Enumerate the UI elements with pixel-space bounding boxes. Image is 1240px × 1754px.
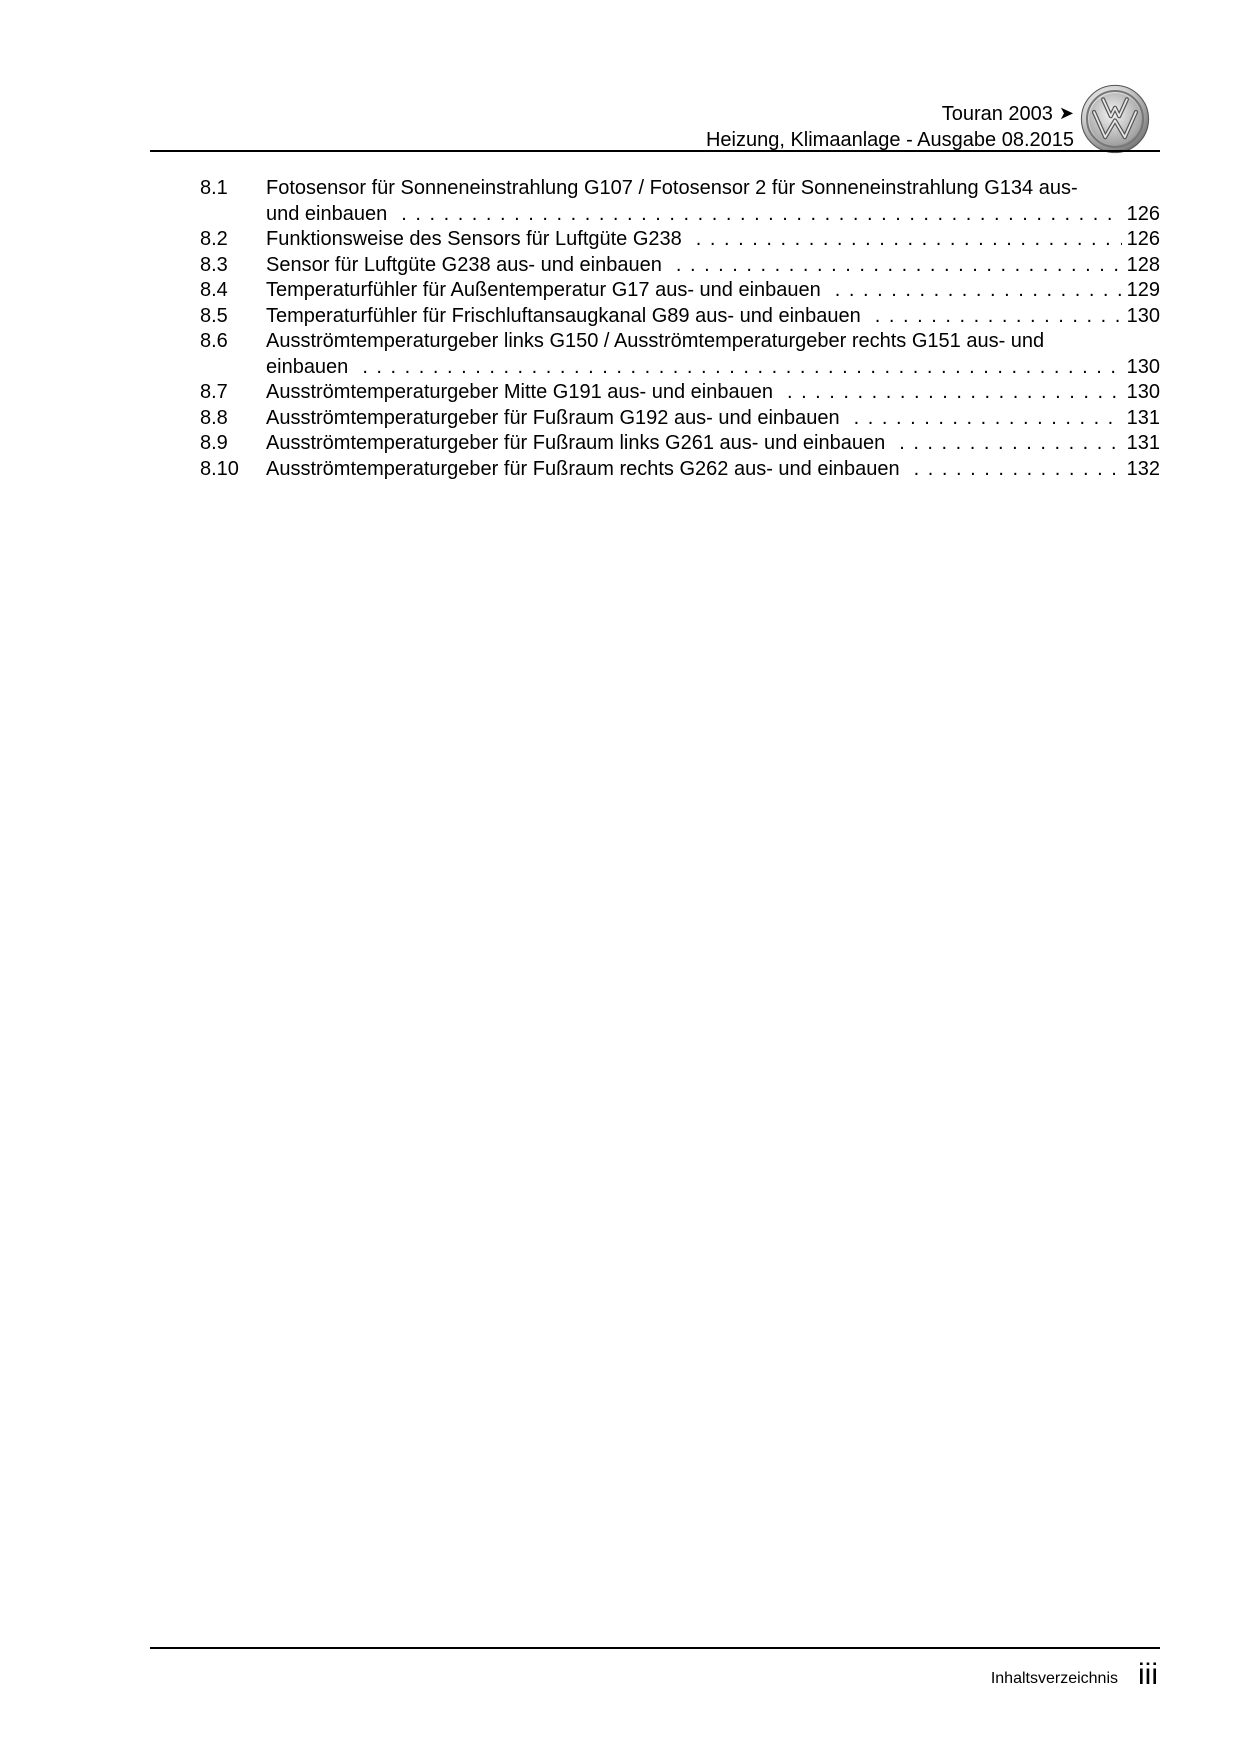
toc-entry-title: Temperaturfühler für Außentemperatur G17 aus- und einbauen (266, 279, 821, 301)
toc-dot-leader (885, 431, 1122, 457)
toc-entry-title: Fotosensor für Sonneneinstrahlung G107 / Fotosensor 2 für Sonneneinstrahlung G134 aus- (266, 177, 1078, 199)
header-divider (150, 150, 1160, 152)
toc-entry-title: Funktionsweise des Sensors für Luftgüte G238 (266, 228, 682, 250)
toc-entry-number: 8.2 (200, 228, 228, 250)
toc-entry-number: 8.9 (200, 432, 228, 454)
toc-entry[interactable] (200, 457, 1160, 483)
toc-entry[interactable] (200, 329, 1160, 380)
toc-entry-number: 8.1 (200, 177, 228, 199)
toc-entry-page: 126 (1126, 228, 1160, 250)
toc-entry[interactable] (200, 278, 1160, 304)
arrow-right-icon: ➤ (1058, 103, 1074, 123)
toc-entry-page: 126 (1126, 202, 1160, 225)
toc-entry-title: einbauen (266, 355, 349, 378)
toc-entry-title: Ausströmtemperaturgeber links G150 / Ausströmtemperaturgeber rechts G151 aus- und (266, 330, 1045, 352)
toc-dot-leader (840, 406, 1122, 432)
toc-entry-title: Ausströmtemperaturgeber Mitte G191 aus- und einbauen (266, 381, 773, 403)
toc-entry-page: 130 (1126, 304, 1160, 327)
toc-entry-title: Ausströmtemperaturgeber für Fußraum rechts G262 aus- und einbauen (266, 457, 900, 480)
header-model: Touran 2003 (941, 103, 1053, 125)
toc-entry[interactable] (200, 380, 1160, 406)
toc-entry-number: 8.4 (200, 279, 228, 301)
toc-entry-page: 131 (1126, 406, 1160, 429)
toc-dot-leader (773, 380, 1122, 406)
toc-entry-page: 132 (1126, 457, 1160, 480)
toc-dot-leader (821, 278, 1122, 304)
toc-entry-title: und einbauen (266, 202, 388, 225)
toc-entry-page: 128 (1126, 253, 1160, 276)
header-subtitle: Heizung, Klimaanlage - Ausgabe 08.2015 (705, 129, 1074, 151)
table-of-contents (200, 176, 1160, 482)
toc-entry-number: 8.6 (200, 330, 228, 352)
toc-entry-number: 8.10 (200, 457, 239, 480)
footer-page-number: iii (1138, 1658, 1158, 1691)
toc-dot-leader (348, 355, 1122, 381)
toc-entry[interactable] (200, 253, 1160, 279)
vw-logo-icon (1080, 84, 1150, 154)
footer-section-label: Inhaltsverzeichnis (990, 1670, 1118, 1687)
toc-entry-title: Sensor für Luftgüte G238 aus- und einbauen (266, 253, 662, 276)
toc-entry-title: Ausströmtemperaturgeber für Fußraum links G261 aus- und einbauen (266, 432, 886, 454)
header-title (706, 100, 1074, 153)
toc-entry[interactable] (200, 304, 1160, 330)
toc-entry-number: 8.3 (200, 253, 228, 276)
toc-entry-number: 8.5 (200, 304, 228, 327)
toc-entry-number: 8.7 (200, 381, 228, 403)
toc-entry[interactable] (200, 406, 1160, 432)
footer-divider (150, 1647, 1160, 1649)
toc-dot-leader (662, 253, 1122, 279)
toc-entry-title: Ausströmtemperaturgeber für Fußraum G192 aus- und einbauen (266, 406, 840, 429)
toc-entry[interactable] (200, 176, 1160, 227)
toc-entry-page: 130 (1126, 355, 1160, 378)
toc-dot-leader (861, 304, 1122, 330)
toc-entry[interactable] (200, 227, 1160, 253)
toc-entry-page: 130 (1126, 381, 1160, 403)
toc-entry-title: Temperaturfühler für Frischluftansaugkanal G89 aus- und einbauen (266, 304, 861, 327)
toc-entry-number: 8.8 (200, 406, 228, 429)
toc-dot-leader (900, 457, 1122, 483)
page-header (150, 0, 1160, 150)
toc-dot-leader (387, 202, 1122, 228)
toc-entry-page: 129 (1126, 279, 1160, 301)
toc-entry-page: 131 (1126, 432, 1160, 454)
toc-entry[interactable] (200, 431, 1160, 457)
toc-dot-leader (682, 227, 1122, 253)
